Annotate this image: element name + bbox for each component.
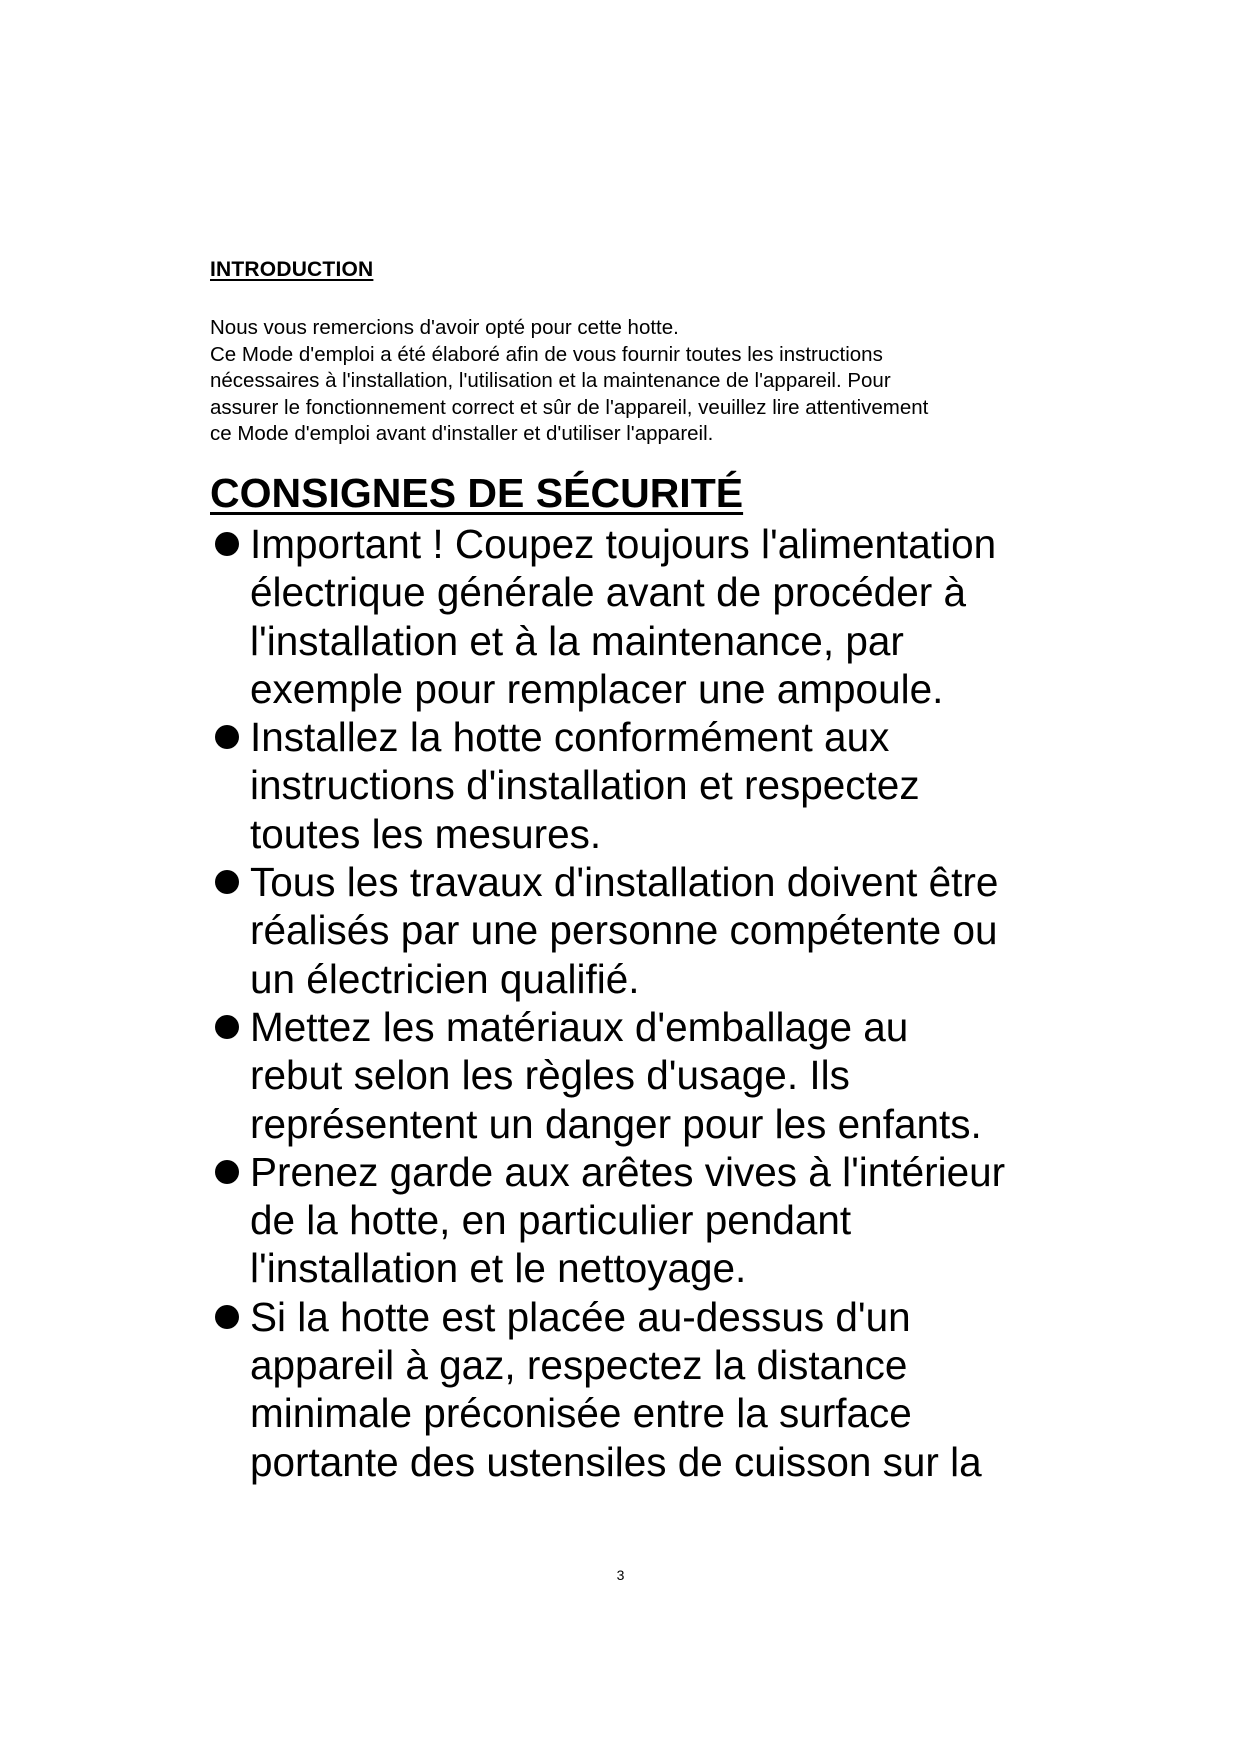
safety-item-line: Prenez garde aux arêtes vives à l'intérieur (250, 1148, 1006, 1195)
bullet-icon (215, 532, 239, 556)
safety-item-line: un électricien qualifié. (250, 955, 640, 1002)
safety-item-installation (210, 713, 1110, 858)
safety-item-sharp-edges (210, 1148, 1110, 1293)
safety-item-line: électrique générale avant de procéder à (250, 569, 966, 616)
bullet-icon (215, 1015, 239, 1039)
safety-item-line: minimale préconisée entre la surface (250, 1390, 912, 1437)
safety-item-line: instructions d'installation et respectez (250, 762, 920, 809)
safety-item-line: exemple pour remplacer une ampoule. (250, 665, 944, 712)
safety-item-line: Tous les travaux d'installation doivent être (250, 859, 999, 906)
safety-item-line: Si la hotte est placée au-dessus d'un (250, 1293, 911, 1340)
safety-item-line: Important ! Coupez toujours l'alimentation (250, 521, 997, 567)
bullet-icon (215, 725, 239, 749)
introduction-heading: INTRODUCTION (210, 258, 374, 281)
safety-item-line: représentent un danger pour les enfants. (250, 1100, 982, 1147)
bullet-icon (215, 870, 239, 894)
safety-item-line: toutes les mesures. (250, 810, 602, 857)
page-number: 3 (616, 1567, 625, 1583)
safety-item-line: appareil à gaz, respectez la distance (250, 1342, 908, 1389)
introduction-line: ce Mode d'emploi avant d'installer et d'utiliser l'appareil. (210, 422, 714, 445)
introduction-line: assurer le fonctionnement correct et sûr de l'appareil, veuillez lire attentivement (210, 395, 929, 419)
introduction-line: Nous vous remercions d'avoir opté pour cette hotte. (210, 316, 679, 339)
safety-item-gas-appliance (210, 1293, 1110, 1486)
bullet-icon (215, 1305, 239, 1329)
safety-item-line: rebut selon les règles d'usage. Ils (250, 1052, 850, 1099)
safety-item-packaging (210, 1003, 1110, 1148)
safety-heading: CONSIGNES DE SÉCURITÉ (210, 470, 744, 516)
safety-item-power (210, 520, 1110, 713)
introduction-line: nécessaires à l'installation, l'utilisation et la maintenance de l'appareil. Pour (210, 369, 891, 392)
safety-item-line: portante des ustensiles de cuisson sur la (250, 1438, 982, 1485)
safety-item-line: l'installation et à la maintenance, par (250, 617, 904, 664)
safety-item-line: l'installation et le nettoyage. (250, 1245, 747, 1292)
introduction-paragraph (210, 315, 1090, 448)
safety-item-line: Installez la hotte conformément aux (250, 714, 890, 761)
safety-item-line: Mettez les matériaux d'emballage au (250, 1003, 909, 1050)
safety-item-line: réalisés par une personne compétente ou (250, 907, 998, 954)
safety-item-line: de la hotte, en particulier pendant (250, 1197, 852, 1244)
bullet-icon (215, 1160, 239, 1184)
safety-item-qualified-personnel (210, 858, 1110, 1003)
safety-instructions-list (210, 520, 1110, 1486)
introduction-line: Ce Mode d'emploi a été élaboré afin de vous fournir toutes les instructions (210, 342, 883, 366)
